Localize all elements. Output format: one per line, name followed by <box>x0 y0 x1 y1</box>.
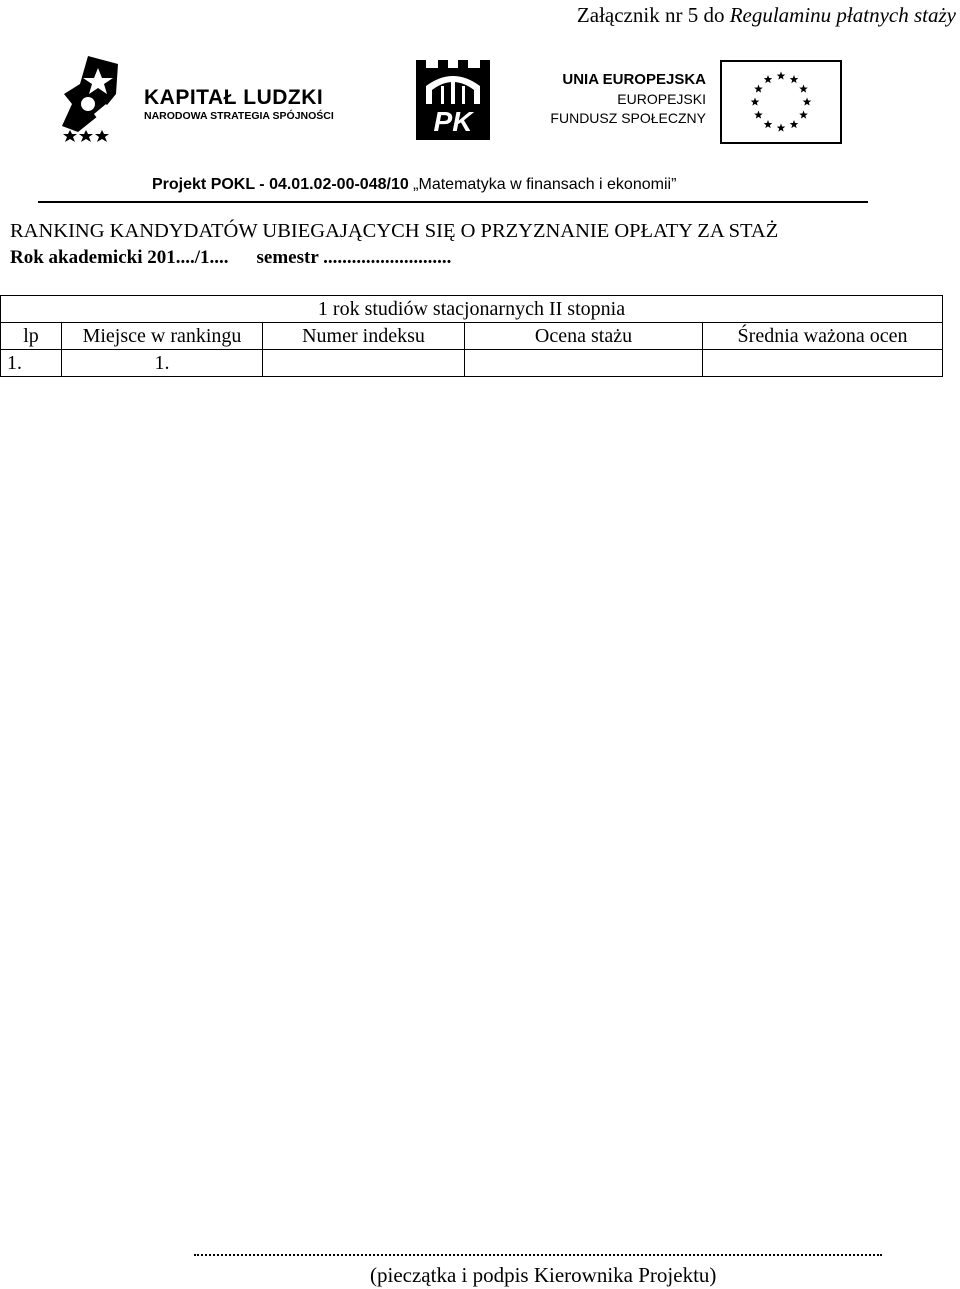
cell-weighted-average <box>703 350 943 377</box>
kapital-ludzki-emblem-icon <box>58 54 138 146</box>
ranking-table <box>0 295 943 377</box>
column-header-weighted-average: Średnia ważona ocen <box>703 323 943 350</box>
eu-flag <box>720 60 842 144</box>
column-header-lp: lp <box>1 323 62 350</box>
annex-regulation-title: Regulaminu płatnych staży <box>729 3 956 27</box>
signature-caption: (pieczątka i podpis Kierownika Projektu) <box>370 1263 717 1287</box>
academic-year-field: Rok akademicki 201..../1.... <box>10 247 229 268</box>
semester-field: semestr ........................... <box>256 247 452 268</box>
kapital-ludzki-logo <box>58 54 348 146</box>
project-divider <box>38 201 868 203</box>
project-title: „Matematyka w finansach i ekonomii” <box>408 176 677 193</box>
eu-union-label: UNIA EUROPEJSKA <box>562 71 706 88</box>
table-header-row <box>1 323 943 350</box>
signature-line <box>194 1246 882 1256</box>
annex-reference <box>577 2 956 28</box>
table-caption: 1 rok studiów stacjonarnych II stopnia <box>1 296 943 323</box>
eu-logo-text <box>536 70 706 128</box>
document-heading: RANKING KANDYDATÓW UBIEGAJĄCYCH SIĘ O PRZYZNANIE OPŁATY ZA STAŻ <box>10 220 779 242</box>
annex-prefix: Załącznik nr 5 do <box>576 3 730 27</box>
project-number: Projekt POKL - 04.01.02-00-048/10 <box>152 176 409 193</box>
cell-ranking-place: 1. <box>62 350 263 377</box>
academic-year-line <box>10 245 479 271</box>
cell-internship-grade <box>465 350 703 377</box>
column-header-internship-grade: Ocena stażu <box>465 323 703 350</box>
eu-fund-line-1: EUROPEJSKI <box>617 91 706 107</box>
pk-logo-label: PK <box>433 106 473 137</box>
cell-index-number <box>263 350 465 377</box>
kapital-ludzki-title: KAPITAŁ LUDZKI <box>144 86 324 109</box>
column-header-index-number: Numer indeksu <box>263 323 465 350</box>
project-banner <box>152 176 676 194</box>
pk-logo <box>414 60 492 140</box>
cell-lp: 1. <box>1 350 62 377</box>
column-header-ranking-place: Miejsce w rankingu <box>62 323 263 350</box>
eu-fund-line-2: FUNDUSZ SPOŁECZNY <box>550 110 706 126</box>
table-caption-row <box>1 296 943 323</box>
eu-flag-stars-icon <box>720 60 842 144</box>
kapital-ludzki-subtitle: NARODOWA STRATEGIA SPÓJNOŚCI <box>144 110 334 122</box>
table-row <box>1 350 943 377</box>
